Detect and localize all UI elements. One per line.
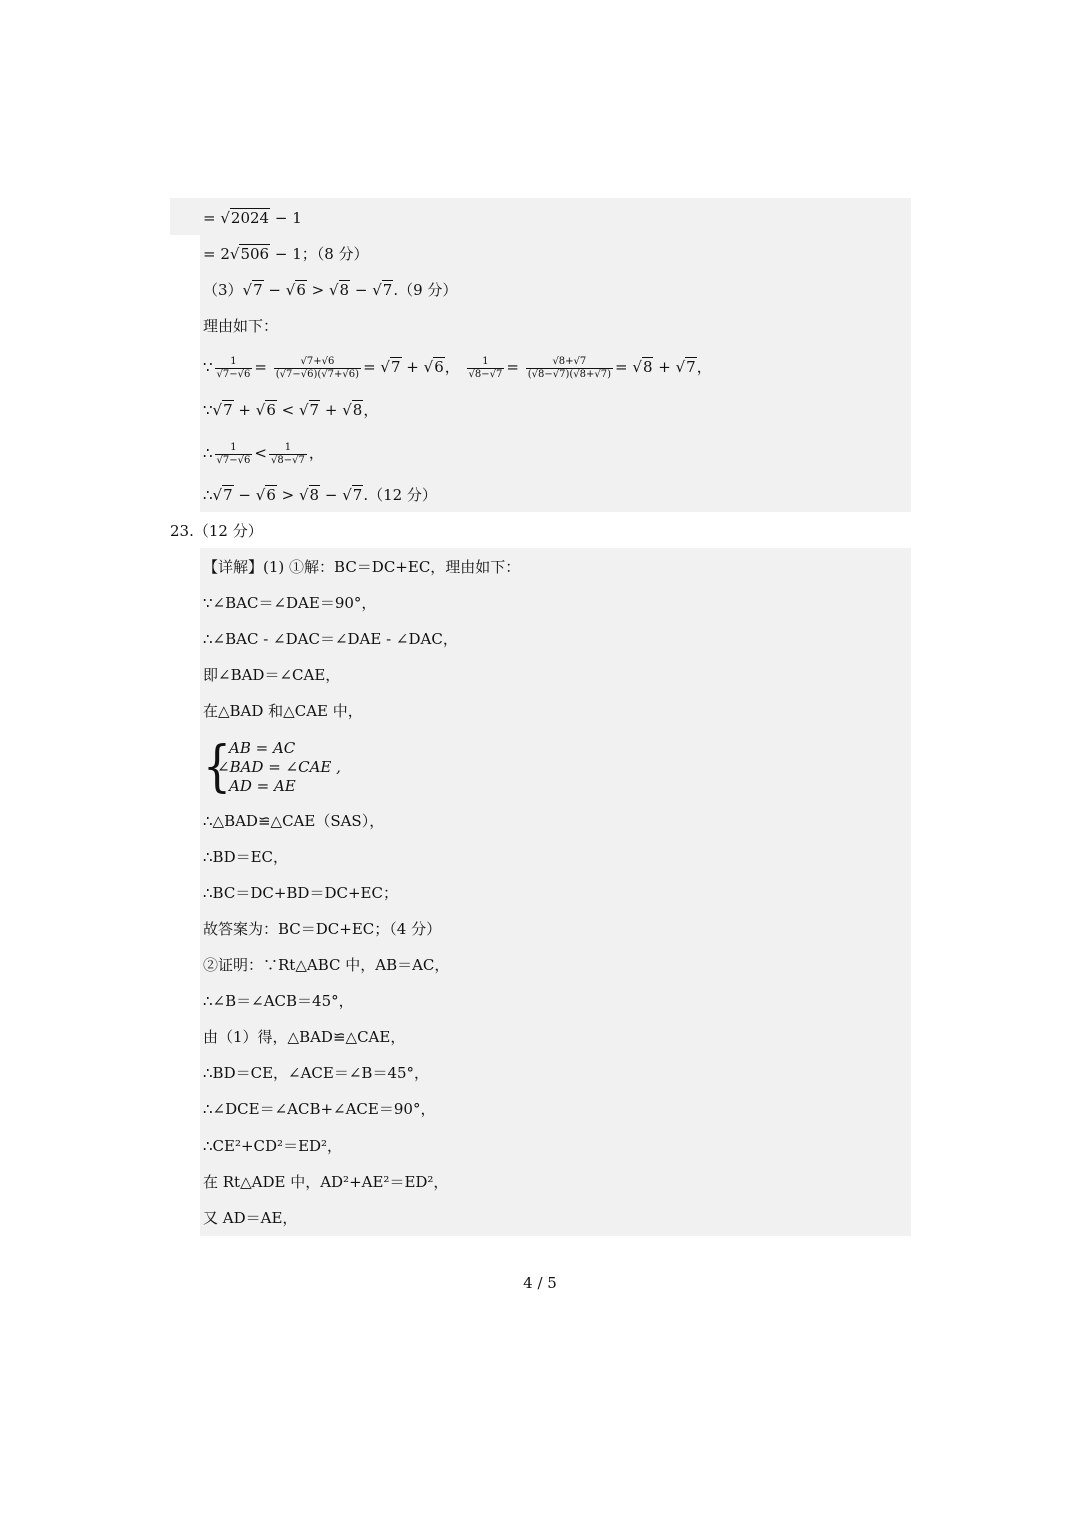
q23-line-2: ∴∠BAC - ∠DAC＝∠DAE - ∠DAC， xyxy=(203,630,458,648)
question-23-heading: 23.（12 分） xyxy=(170,522,263,540)
q23-line-0: 【详解】(1) ①解：BC＝DC+EC，理由如下： xyxy=(203,558,521,576)
q23-line-10: ∴∠B＝∠ACB＝45°， xyxy=(203,992,354,1010)
step-line-5: ∵ $\frac{1}{√7-√6}$ = $\frac{√7+√6}{(√7-√6)(√7+√6)}$ = √7 + √6， $\frac{1}{√8-√7}$ = $\frac{√8+√7}{(√8-√7)(√8+√7)}$ = √8 + √7， xyxy=(203,355,712,380)
system-brace: { xyxy=(203,735,231,799)
step-line-6: ∵√7 + √6 < √7 + √8， xyxy=(203,401,379,419)
q23-line-14: ∴CE²+CD²＝ED²， xyxy=(203,1137,343,1155)
system-eq-2: ∠BAD = ∠CAE , xyxy=(217,758,341,776)
q23-line-15: 在 Rt△ADE 中，AD²+AE²＝ED²， xyxy=(203,1173,449,1191)
step-line-8: ∴√7 − √6 > √8 − √7.（12 分） xyxy=(203,486,437,504)
reason-label: 理由如下： xyxy=(203,317,279,335)
step-line-1: = √2024 − 1 xyxy=(203,209,302,227)
q23-line-4: 在△BAD 和△CAE 中， xyxy=(203,702,363,720)
q23-line-16: 又 AD＝AE， xyxy=(203,1209,298,1227)
system-eq-1: AB = AC xyxy=(229,739,296,757)
q23-line-6: ∴BD＝EC， xyxy=(203,848,289,866)
q23-line-8: 故答案为：BC＝DC+EC；（4 分） xyxy=(203,920,442,938)
q23-line-1: ∵∠BAC＝∠DAE＝90°， xyxy=(203,594,377,612)
q23-line-7: ∴BC＝DC+BD＝DC+EC； xyxy=(203,884,398,902)
system-eq-3: AD = AE xyxy=(229,777,296,795)
page-number: 4 / 5 xyxy=(523,1274,557,1292)
step-line-3: （3）√7 − √6 > √8 − √7.（9 分） xyxy=(203,281,458,299)
answer-block-22-tab xyxy=(170,198,202,235)
q23-line-12: ∴BD＝CE，∠ACE＝∠B＝45°， xyxy=(203,1064,430,1082)
q23-line-5: ∴△BAD≌△CAE（SAS）， xyxy=(203,812,385,830)
step-line-2: = 2√506 − 1；（8 分） xyxy=(203,245,369,263)
q23-line-3: 即∠BAD＝∠CAE， xyxy=(203,666,341,684)
step-line-7: ∴ $\frac{1}{√7-√6}$ < $\frac{1}{√8-√7}$ ， xyxy=(203,441,324,466)
q23-line-11: 由（1）得，△BAD≌△CAE， xyxy=(203,1028,406,1046)
q23-line-13: ∴∠DCE＝∠ACB+∠ACE＝90°， xyxy=(203,1100,436,1118)
q23-line-9: ②证明：∵Rt△ABC 中，AB＝AC， xyxy=(203,956,450,974)
